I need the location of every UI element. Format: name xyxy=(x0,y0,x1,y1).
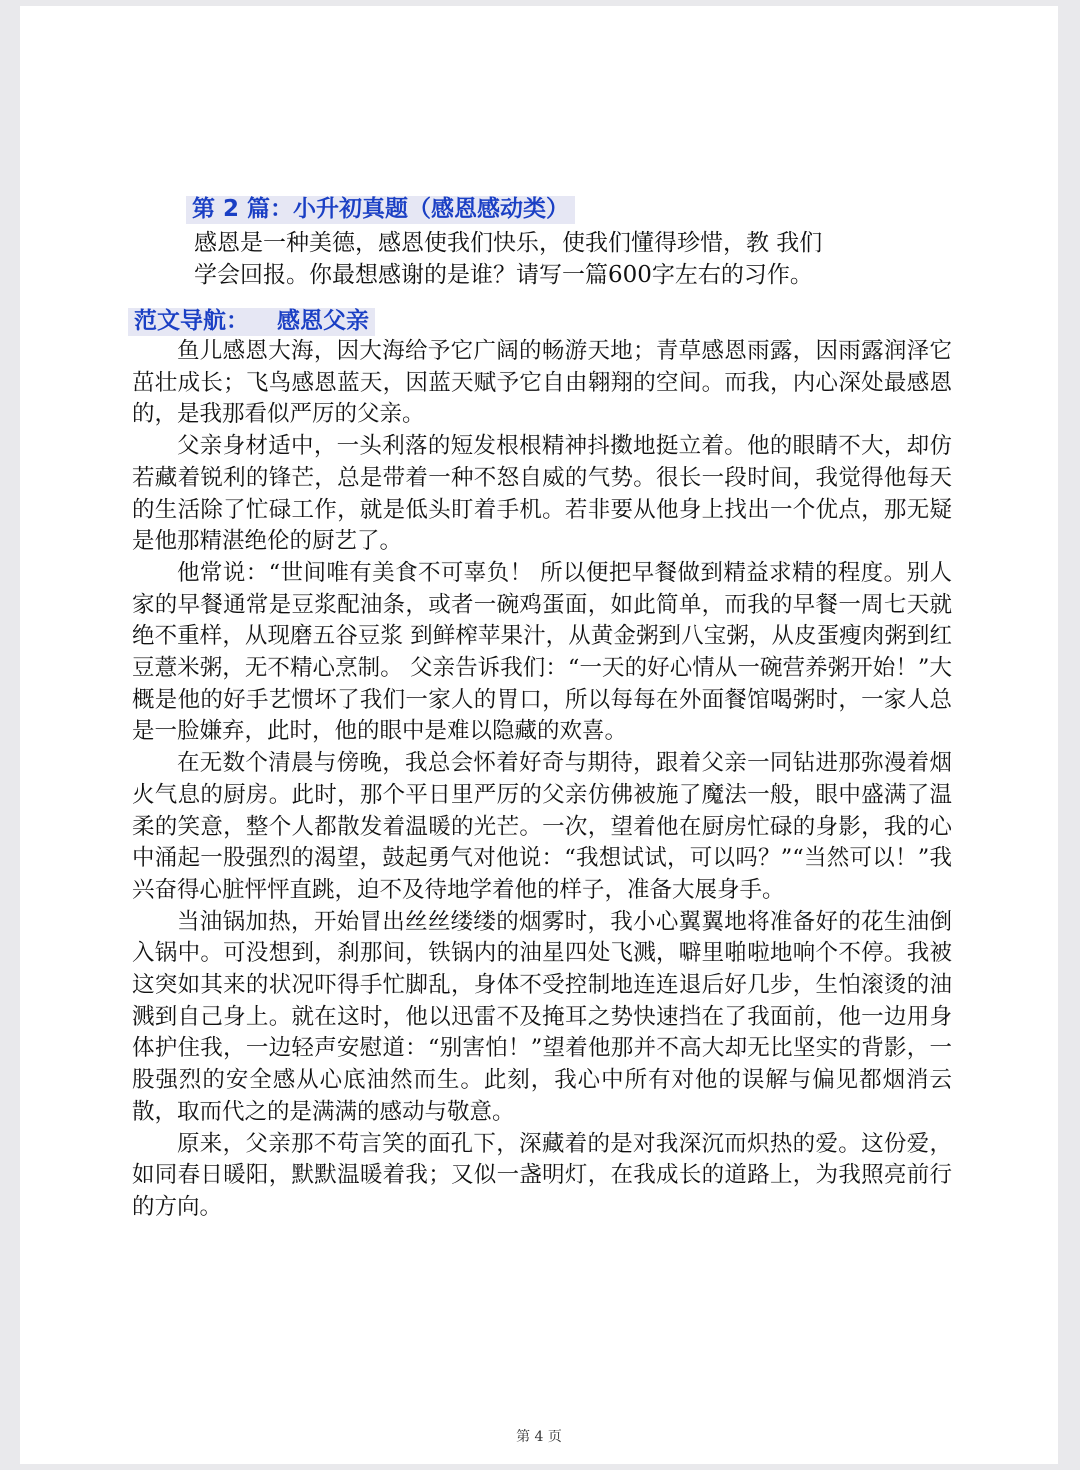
essay-paragraph: 鱼儿感恩大海，因大海给予它广阔的畅游天地；青草感恩雨露，因雨露润泽它茁壮成长；飞鸟感恩蓝天，因蓝天赋予它自由翱翔的空间。而我，内心深处最感恩的，是我那看似严厉的父亲。 xyxy=(132,338,952,428)
essay-heading xyxy=(128,304,375,338)
essay-paragraph: 原来，父亲那不苟言笑的面孔下，深藏着的是对我深沉而炽热的爱。这份爱，如同春日暖阳，默默温暖着我；又似一盏明灯，在我成长的道路上，为我照亮前行的方向。 xyxy=(132,1130,952,1220)
nav-label: 范文导航： xyxy=(134,308,249,334)
essay-title: 感恩父亲 xyxy=(277,308,369,334)
prompt-line: 学会回报。你最想感谢的是谁？请写一篇600字左右的习作。 xyxy=(194,262,813,288)
essay-body xyxy=(132,336,952,1224)
document-page xyxy=(20,6,1058,1464)
prompt-line: 感恩是一种美德，感恩使我们快乐，使我们懂得珍惜，教 我们 xyxy=(194,230,823,256)
essay-paragraph: 父亲身材适中，一头利落的短发根根精神抖擞地挺立着。他的眼睛不大，却仿若藏着锐利的锋芒，总是带着一种不怒自威的气势。很长一段时间，我觉得他每天的生活除了忙碌工作，就是低头盯着手机。若非要从他身上找出一个优点，那无疑是他那精湛绝伦的厨艺了。 xyxy=(132,433,952,555)
writing-prompt xyxy=(194,227,914,291)
page-number: 第 4 页 xyxy=(516,1429,562,1445)
essay-paragraph: 当油锅加热，开始冒出丝丝缕缕的烟雾时，我小心翼翼地将准备好的花生油倒入锅中。可没想到，刹那间，铁锅内的油星四处飞溅，噼里啪啦地响个不停。我被这突如其来的状况吓得手忙脚乱，身体不受控制地连连退后好几步，生怕滚烫的油溅到自己身上。就在这时，他以迅雷不及掩耳之势快速挡在了我面前，他一边用身体护住我，一边轻声安慰道：“别害怕！”望着他那并不高大却无比坚实的背影，一股强烈的安全感从心底油然而生。此刻，我心中所有对他的误解与偏见都烟消云散，取而代之的是满满的感动与敬意。 xyxy=(132,908,952,1125)
essay-paragraph: 在无数个清晨与傍晚，我总会怀着好奇与期待，跟着父亲一同钻进那弥漫着烟火气息的厨房。此时，那个平日里严厉的父亲仿佛被施了魔法一般，眼中盛满了温柔的笑意，整个人都散发着温暖的光芒。一次，望着他在厨房忙碌的身影，我的心中涌起一股强烈的渴望，鼓起勇气对他说：“我想试试，可以吗？”“当然可以！”我兴奋得心脏怦怦直跳，迫不及待地学着他的样子，准备大展身手。 xyxy=(132,750,952,903)
section-title-text: 第 2 篇：小升初真题（感恩感动类） xyxy=(186,196,575,224)
essay-heading-highlight xyxy=(128,308,375,336)
essay-paragraph: 他常说：“世间唯有美食不可辜负！ 所以便把早餐做到精益求精的程度。别人家的早餐通常是豆浆配油条，或者一碗鸡蛋面，如此简单，而我的早餐一周七天就绝不重样，从现磨五谷豆浆 到鲜榨苹果汁，从黄金粥到八宝粥，从皮蛋瘦肉粥到红豆薏米粥，无不精心烹制。 父亲告诉我们：“一天的好心情从一碗营养粥开始！”大概是他的好手艺惯坏了我们一家人的胃口，所以每每在外面餐馆喝粥时，一家人总是一脸嫌弃，此时，他的眼中是难以隐藏的欢喜。 xyxy=(132,559,952,745)
section-title xyxy=(186,190,575,228)
